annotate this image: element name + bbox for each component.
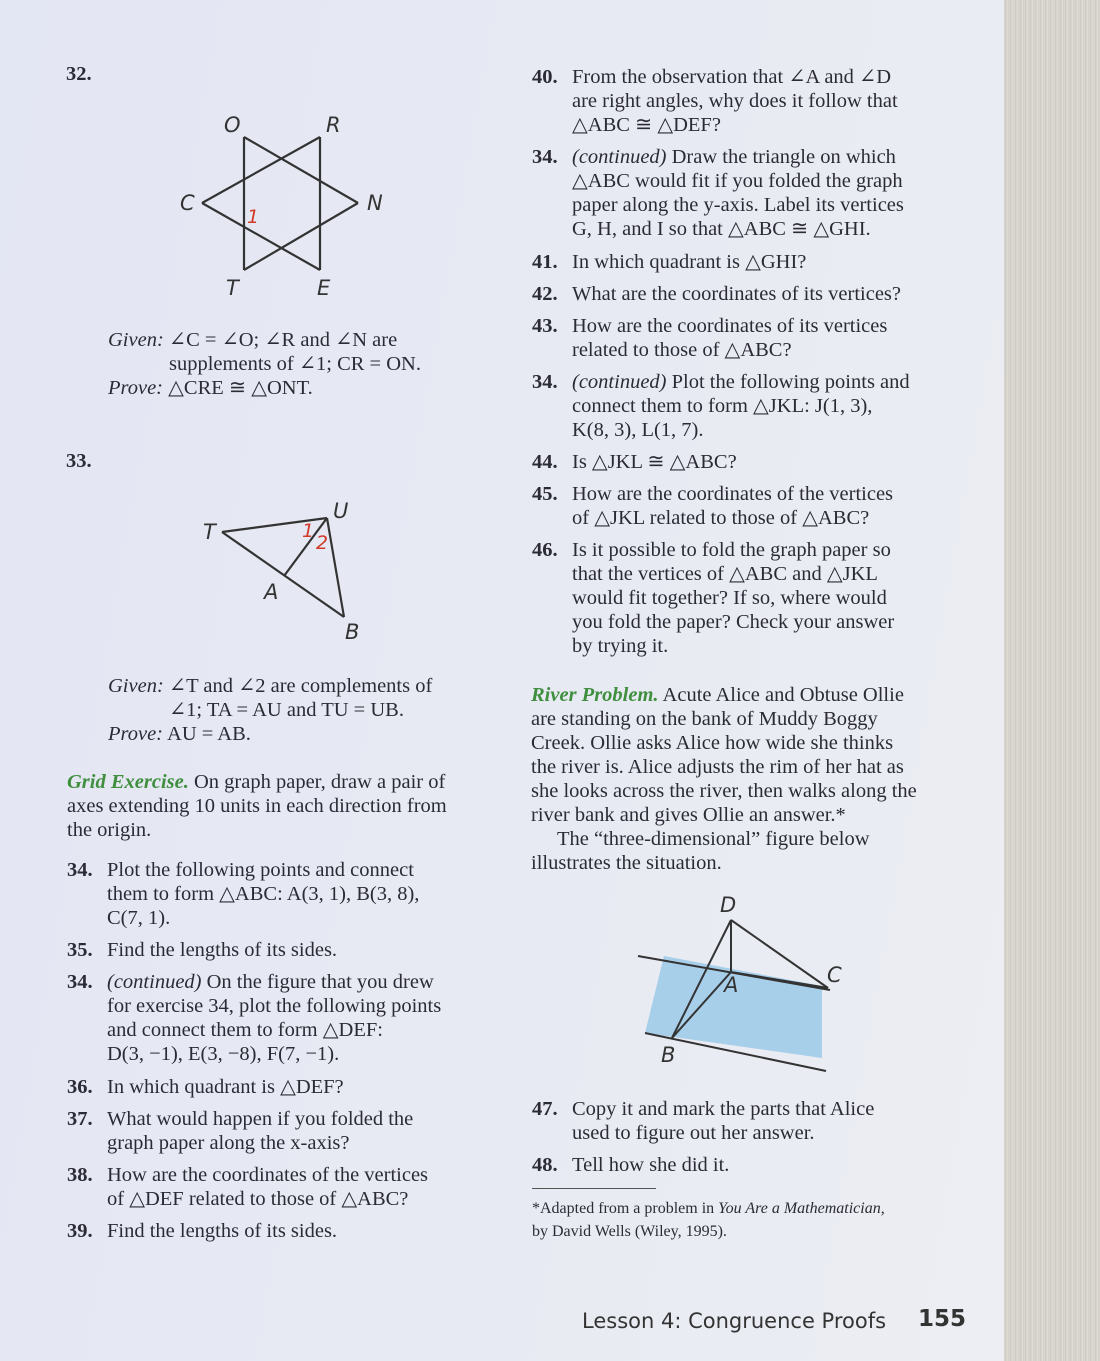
label-e: E [317, 276, 331, 300]
figure-32-star [160, 110, 400, 300]
river-problem-text: River Problem. Acute Alice and Obtuse Ollie are standing on the bank of Muddy Boggy Creek. Ollie asks Alice how wide she thinks the river is. Alice adjusts the rim of her hat as she looks across the river, then walks along the river bank and gives Ollie an answer.* The “three-dimensional” figure below illustrates the situation. [531, 684, 917, 874]
page-edge [1004, 0, 1100, 1361]
exercise-46: 46. Is it possible to fold the graph paper so that the vertices of △ABC and △JKL would fit together? If so, where would you fold the paper? Check your answer by trying it. [532, 539, 895, 657]
label-t: T [226, 276, 239, 300]
angle-1-mark: 1 [247, 206, 260, 228]
footnote: *Adapted from a problem in You Are a Mathematician, by David Wells (Wiley, 1995). [532, 1200, 885, 1240]
exercise-44: 44. Is △JKL ≅ △ABC? [532, 451, 737, 473]
exercise-42: 42. What are the coordinates of its vertices? [532, 283, 901, 305]
segment-ub [327, 518, 344, 617]
exercise-47: 47. Copy it and mark the parts that Alice used to figure out her answer. [532, 1098, 875, 1144]
label-u-33: U [333, 499, 349, 523]
exercise-39: 39. Find the lengths of its sides. [67, 1220, 338, 1242]
exercise-35: 35. Find the lengths of its sides. [67, 939, 338, 961]
problem-33-number: 33. [66, 450, 92, 472]
label-b-33: B [345, 620, 360, 644]
exercise-36: 36. In which quadrant is △DEF? [67, 1076, 344, 1098]
label-a-33: A [264, 580, 279, 604]
exercise-34a: 34. Plot the following points and connect them to form △ABC: A(3, 1), B(3, 8), C(7, 1). [67, 859, 420, 929]
exercise-40: 40. From the observation that ∠A and ∠D are right angles, why does it follow that △ABC ≅ △DEF? [532, 66, 898, 136]
page-number: 155 [918, 1306, 967, 1332]
problem-32-number: 32. [66, 63, 92, 85]
exercise-38: 38. How are the coordinates of the vertices of △DEF related to those of △ABC? [67, 1164, 429, 1210]
angle-2-mark-33: 2 [316, 532, 329, 554]
exercise-48: 48. Tell how she did it. [532, 1154, 730, 1176]
label-d-river: D [720, 893, 737, 917]
lesson-footer: Lesson 4: Congruence Proofs [582, 1309, 887, 1333]
exercise-34d: 34. (continued) Plot the following points and connect them to form △JKL: J(1, 3), K(8, 3), L(1, 7). [532, 371, 910, 441]
label-n: N [367, 191, 383, 215]
label-b-river: B [661, 1043, 676, 1067]
grid-exercise-intro: Grid Exercise. On graph paper, draw a pair of axes extending 10 units in each direction from the origin. [67, 771, 447, 841]
problem-33-given: Given: ∠T and ∠2 are complements of ∠1; TA = AU and TU = UB. Prove: AU = AB. [108, 675, 433, 745]
label-c: C [180, 191, 195, 215]
exercise-45: 45. How are the coordinates of the vertices of △JKL related to those of △ABC? [532, 483, 894, 529]
problem-32-given: Given: ∠C = ∠O; ∠R and ∠N are supplements of ∠1; CR = ON. Prove: △CRE ≅ △ONT. [108, 329, 421, 399]
label-r: R [326, 113, 341, 137]
label-c-river: C [827, 963, 842, 987]
label-t-33: T [203, 520, 216, 544]
exercise-43: 43. How are the coordinates of its vertices related to those of △ABC? [532, 315, 888, 361]
exercise-34c: 34. (continued) Draw the triangle on which △ABC would fit if you folded the graph paper along the y-axis. Label its vertices G, H, and I so that △ABC ≅ △GHI. [532, 146, 904, 240]
angle-1-mark-33: 1 [302, 520, 315, 542]
label-a-river: A [724, 973, 739, 997]
exercise-41: 41. In which quadrant is △GHI? [532, 251, 807, 273]
exercise-37: 37. What would happen if you folded the graph paper along the x-axis? [67, 1108, 414, 1154]
footnote-rule [532, 1188, 656, 1189]
exercise-34b: 34. (continued) On the figure that you drew for exercise 34, plot the following points and connect them to form △DEF: D(3, −1), E(3, −8), F(7, −1). [67, 971, 442, 1065]
label-o: O [224, 113, 241, 137]
